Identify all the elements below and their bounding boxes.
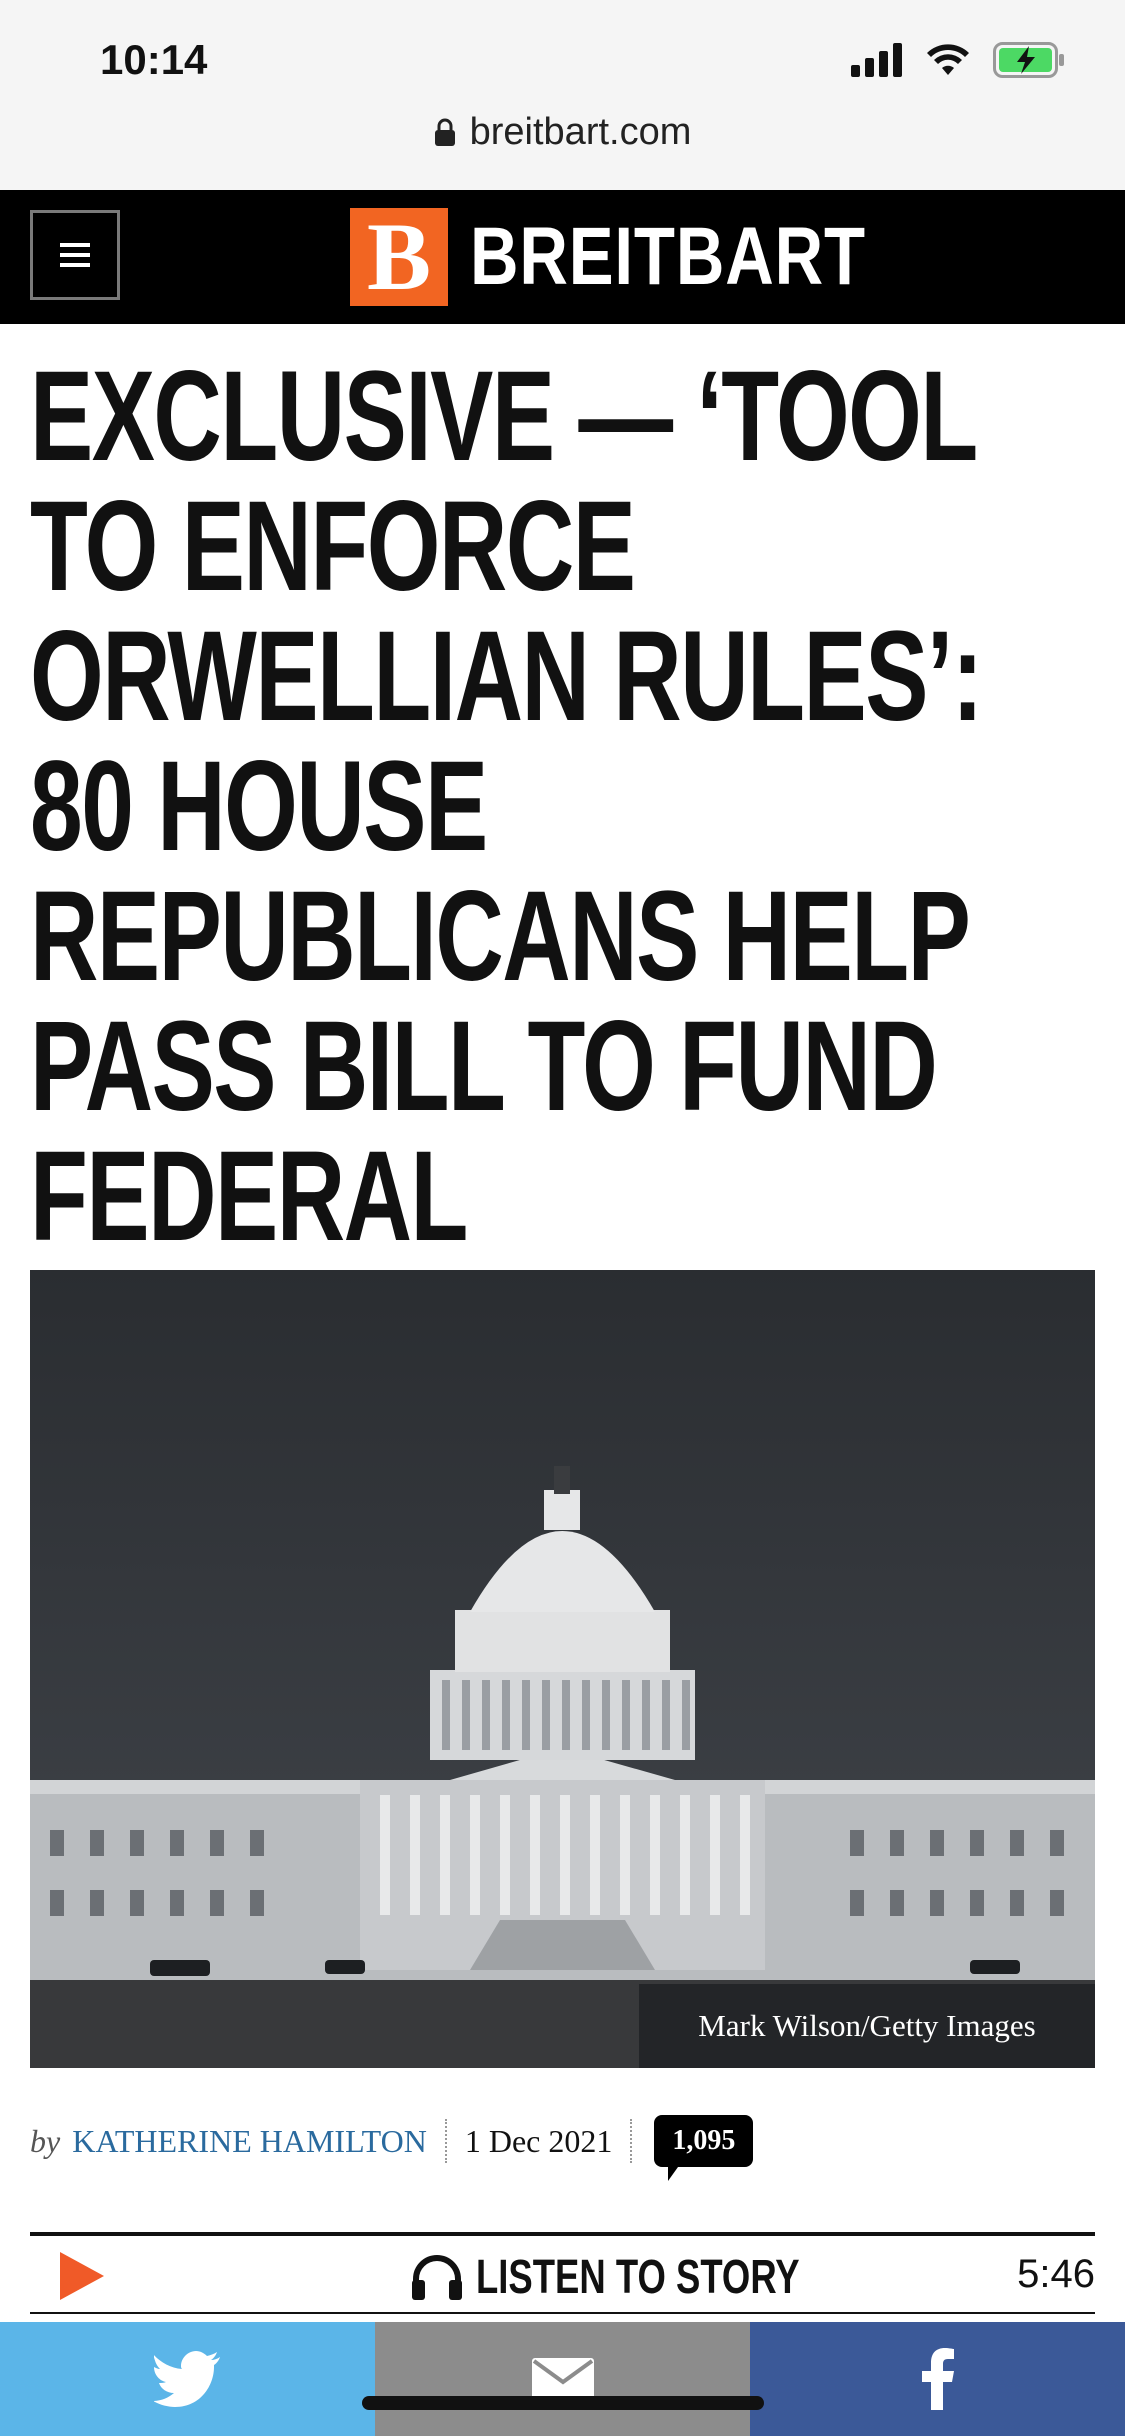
byline-prefix: by xyxy=(30,2122,61,2159)
byline-divider xyxy=(630,2119,632,2163)
logo-mark: B xyxy=(350,208,448,306)
menu-button[interactable] xyxy=(30,210,120,300)
facebook-icon xyxy=(921,2348,955,2410)
listen-center xyxy=(30,2242,1095,2312)
signal-icon xyxy=(851,43,903,77)
battery-charging-icon xyxy=(993,42,1065,78)
site-logo[interactable] xyxy=(350,203,953,310)
wifi-icon xyxy=(925,43,971,77)
capitol-building-image xyxy=(30,1270,1095,2068)
status-time: 10:14 xyxy=(100,36,208,83)
listen-to-story-bar[interactable] xyxy=(30,2232,1095,2314)
email-share-button[interactable] xyxy=(375,2322,750,2436)
article-headline: EXCLUSIVE — ‘TOOL TO ENFORCE ORWELLIAN RULES’: 80 HOUSE REPUBLICANS HELP PASS BILL TO FUND FEDERAL xyxy=(30,345,982,1268)
address-bar[interactable] xyxy=(0,104,1125,160)
headphones-icon xyxy=(410,2252,464,2302)
hamburger-icon xyxy=(60,243,90,267)
hero-image[interactable] xyxy=(30,1270,1095,2068)
share-bar xyxy=(0,2322,1125,2436)
status-icons xyxy=(851,40,1065,80)
comment-count-button[interactable]: 1,095 xyxy=(654,2115,753,2167)
logo-text: BREITBART xyxy=(470,211,866,302)
twitter-share-button[interactable] xyxy=(0,2322,375,2436)
byline-divider xyxy=(445,2119,447,2163)
facebook-share-button[interactable] xyxy=(750,2322,1125,2436)
site-header xyxy=(0,190,1125,324)
url-text: breitbart.com xyxy=(469,110,692,153)
image-credit: Mark Wilson/Getty Images xyxy=(639,1984,1095,2068)
lock-icon xyxy=(434,117,456,147)
browser-chrome xyxy=(0,0,1125,190)
byline xyxy=(30,2112,753,2170)
listen-label: LISTEN TO STORY xyxy=(475,2250,800,2304)
audio-duration: 5:46 xyxy=(1017,2252,1095,2296)
home-indicator xyxy=(362,2396,764,2410)
publish-date: 1 Dec 2021 xyxy=(464,2122,613,2159)
twitter-icon xyxy=(154,2351,222,2407)
author-link[interactable]: KATHERINE HAMILTON xyxy=(72,2122,427,2159)
